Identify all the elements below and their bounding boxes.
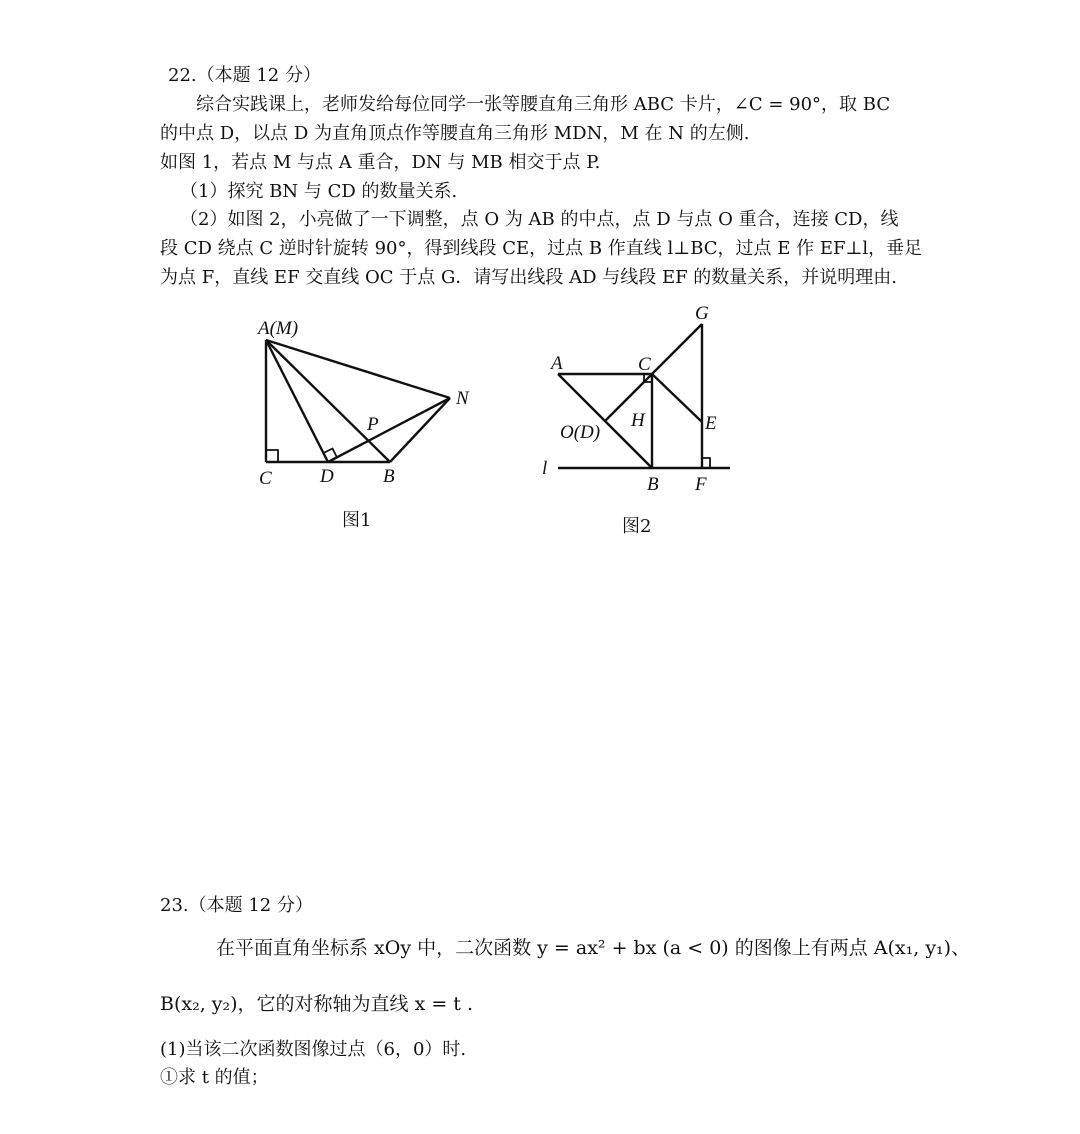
q22-line-4: （1）探究 BN 与 CD 的数量关系. xyxy=(180,181,458,202)
label-c: C xyxy=(638,354,651,375)
q23-part-1: (1)当该二次函数图像过点（6，0）时. xyxy=(160,1039,467,1060)
q23-line-1: 在平面直角坐标系 xOy 中，二次函数 y = ax² + bx (a < 0) 的图像上有两点 A(x₁, y₁)、 xyxy=(216,937,971,959)
right-angle-c xyxy=(266,450,278,462)
label-p: P xyxy=(367,414,379,435)
segment-ad xyxy=(266,340,328,462)
segment-ce xyxy=(652,374,702,422)
figure-2-caption: 图2 xyxy=(622,516,652,537)
q23-heading: 23.（本题 12 分） xyxy=(160,895,313,916)
label-b: B xyxy=(383,466,395,487)
segment-bn xyxy=(390,398,450,462)
label-h: H xyxy=(631,410,645,431)
right-angle-d xyxy=(324,449,338,463)
right-angle-f xyxy=(702,458,710,468)
label-a: A xyxy=(551,353,563,374)
label-l: l xyxy=(542,458,548,479)
q22-line-5: （2）如图 2，小亮做了一下调整，点 O 为 AB 的中点，点 D 与点 O 重合，连接 CD，线 xyxy=(180,209,899,230)
figure-1 xyxy=(240,310,490,490)
label-e: E xyxy=(705,413,717,434)
q22-line-2: 的中点 D，以点 D 为直角顶点作等腰直角三角形 MDN，M 在 N 的左侧. xyxy=(160,123,750,144)
q22-line-1: 综合实践课上，老师发给每位同学一张等腰直角三角形 ABC 卡片，∠C = 90°，取 BC xyxy=(196,94,891,115)
q22-heading: 22.（本题 12 分） xyxy=(168,65,321,86)
q23-line-2: B(x₂, y₂)，它的对称轴为直线 x = t . xyxy=(160,993,474,1015)
q22-line-7: 为点 F，直线 EF 交直线 OC 于点 G．请写出线段 AD 与线段 EF 的数量关系，并说明理由. xyxy=(160,267,898,288)
q22-line-6: 段 CD 绕点 C 逆时针旋转 90°，得到线段 CE，过点 B 作直线 l⊥BC，过点 E 作 EF⊥l，垂足 xyxy=(160,238,923,259)
figure-1-caption: 图1 xyxy=(342,510,372,531)
label-a-m: A(M) xyxy=(258,318,299,339)
label-d: D xyxy=(320,466,334,487)
label-f: F xyxy=(695,474,707,495)
label-o-d: O(D) xyxy=(560,422,601,443)
segment-dn xyxy=(328,398,450,462)
label-c: C xyxy=(259,468,272,489)
label-b: B xyxy=(647,474,659,495)
figure-2 xyxy=(530,298,750,498)
q22-line-3: 如图 1，若点 M 与点 A 重合，DN 与 MB 相交于点 P. xyxy=(160,152,601,173)
segment-an xyxy=(266,340,450,398)
label-n: N xyxy=(456,388,469,409)
label-g: G xyxy=(695,303,709,324)
q23-sub-1: ①求 t 的值； xyxy=(160,1067,269,1088)
